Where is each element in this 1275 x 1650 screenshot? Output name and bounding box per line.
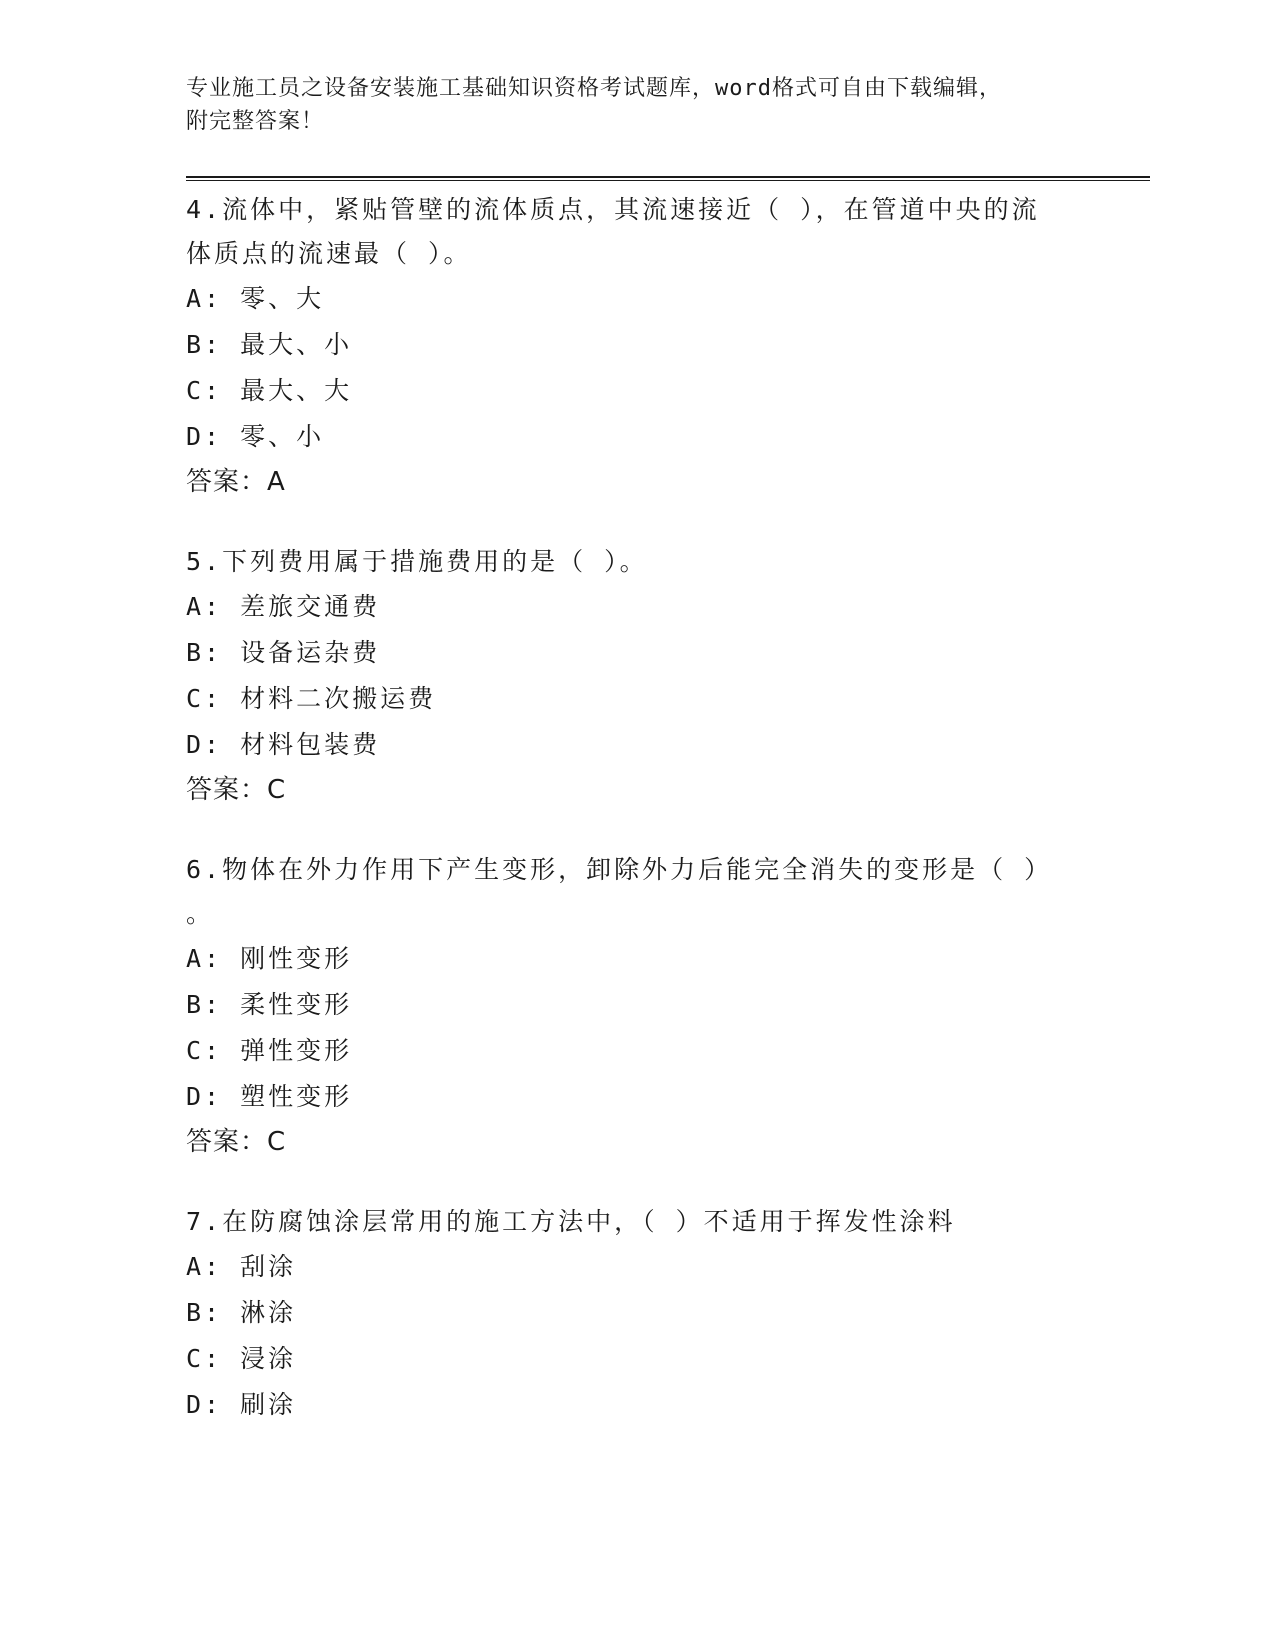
answer-line: 答案：C (186, 1127, 287, 1157)
header-divider (186, 176, 1150, 181)
option-a: A: 零、大 (186, 284, 325, 313)
option-c: C: 浸涂 (186, 1344, 297, 1373)
question-5 (186, 540, 1086, 812)
header-title-line-2: 附完整答案！ (186, 109, 325, 134)
question-stem: 7.在防腐蚀涂层常用的施工方法中，（ ）不适用于挥发性涂料 (186, 1207, 956, 1236)
answer-line: 答案：C (186, 775, 287, 805)
question-stem: 6.物体在外力作用下产生变形，卸除外力后能完全消失的变形是（ ） (186, 855, 1053, 884)
option-b: B: 淋涂 (186, 1298, 297, 1327)
option-b: B: 柔性变形 (186, 990, 353, 1019)
option-d: D: 塑性变形 (186, 1082, 353, 1111)
option-b: B: 设备运杂费 (186, 638, 381, 667)
document-header (186, 72, 1086, 138)
question-stem: 4.流体中，紧贴管壁的流体质点，其流速接近（ ），在管道中央的流 (186, 195, 1040, 224)
question-stem: 5.下列费用属于措施费用的是（ ）。 (186, 547, 648, 576)
option-d: D: 材料包装费 (186, 730, 381, 759)
option-a: A: 刚性变形 (186, 944, 353, 973)
option-d: D: 零、小 (186, 422, 325, 451)
question-7 (186, 1200, 1086, 1428)
option-a: A: 刮涂 (186, 1252, 297, 1281)
option-c: C: 弹性变形 (186, 1036, 353, 1065)
question-stem-continued: 体质点的流速最（ ）。 (186, 239, 472, 268)
question-6 (186, 848, 1086, 1164)
option-c: C: 最大、大 (186, 376, 353, 405)
question-stem-continued: 。 (186, 899, 215, 928)
option-a: A: 差旅交通费 (186, 592, 381, 621)
option-d: D: 刷涂 (186, 1390, 297, 1419)
header-title-line-1: 专业施工员之设备安装施工基础知识资格考试题库，word格式可自由下载编辑， (186, 76, 1002, 101)
answer-line: 答案：A (186, 467, 286, 497)
option-b: B: 最大、小 (186, 330, 353, 359)
question-4 (186, 188, 1086, 504)
option-c: C: 材料二次搬运费 (186, 684, 437, 713)
question-list (186, 188, 1086, 1464)
